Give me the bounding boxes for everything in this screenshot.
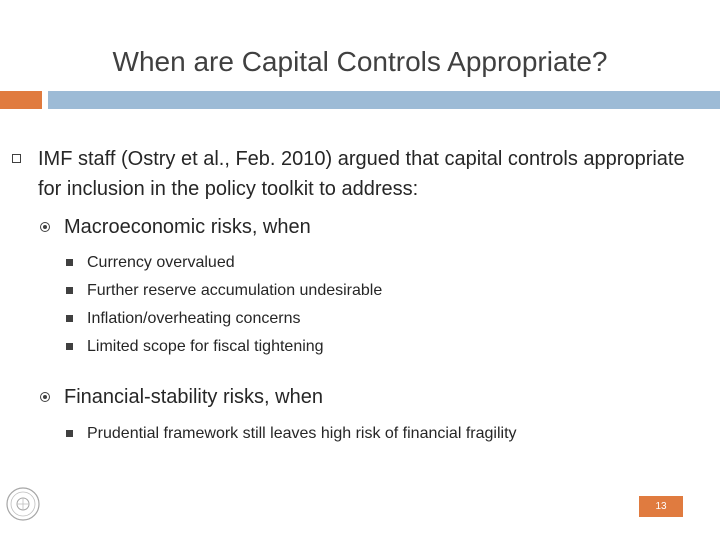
page-number: 13: [639, 496, 683, 517]
square-bullet-icon: [66, 315, 73, 322]
accent-bar-orange: [0, 91, 42, 109]
square-bullet-icon: [12, 154, 21, 163]
list-item: Prudential framework still leaves high risk of financial fragility: [87, 425, 517, 442]
square-bullet-icon: [66, 287, 73, 294]
slide-title: When are Capital Controls Appropriate?: [112, 46, 608, 77]
section-heading-financial: Financial-stability risks, when: [64, 386, 323, 408]
list-item: Inflation/overheating concerns: [87, 310, 301, 327]
circle-bullet-icon: [40, 392, 50, 402]
square-bullet-icon: [66, 259, 73, 266]
square-bullet-icon: [66, 430, 73, 437]
list-item: Currency overvalued: [87, 254, 235, 271]
square-bullet-icon: [66, 343, 73, 350]
accent-bar-blue: [48, 91, 720, 109]
section-heading-macro: Macroeconomic risks, when: [64, 216, 311, 238]
list-item: Further reserve accumulation undesirable: [87, 282, 383, 299]
imf-seal-icon: [6, 487, 40, 521]
circle-bullet-icon: [40, 222, 50, 232]
intro-text: IMF staff (Ostry et al., Feb. 2010) argued that capital controls appropriate for inclusion in the policy toolkit to address:: [38, 148, 685, 200]
list-item: Limited scope for fiscal tightening: [87, 338, 324, 355]
